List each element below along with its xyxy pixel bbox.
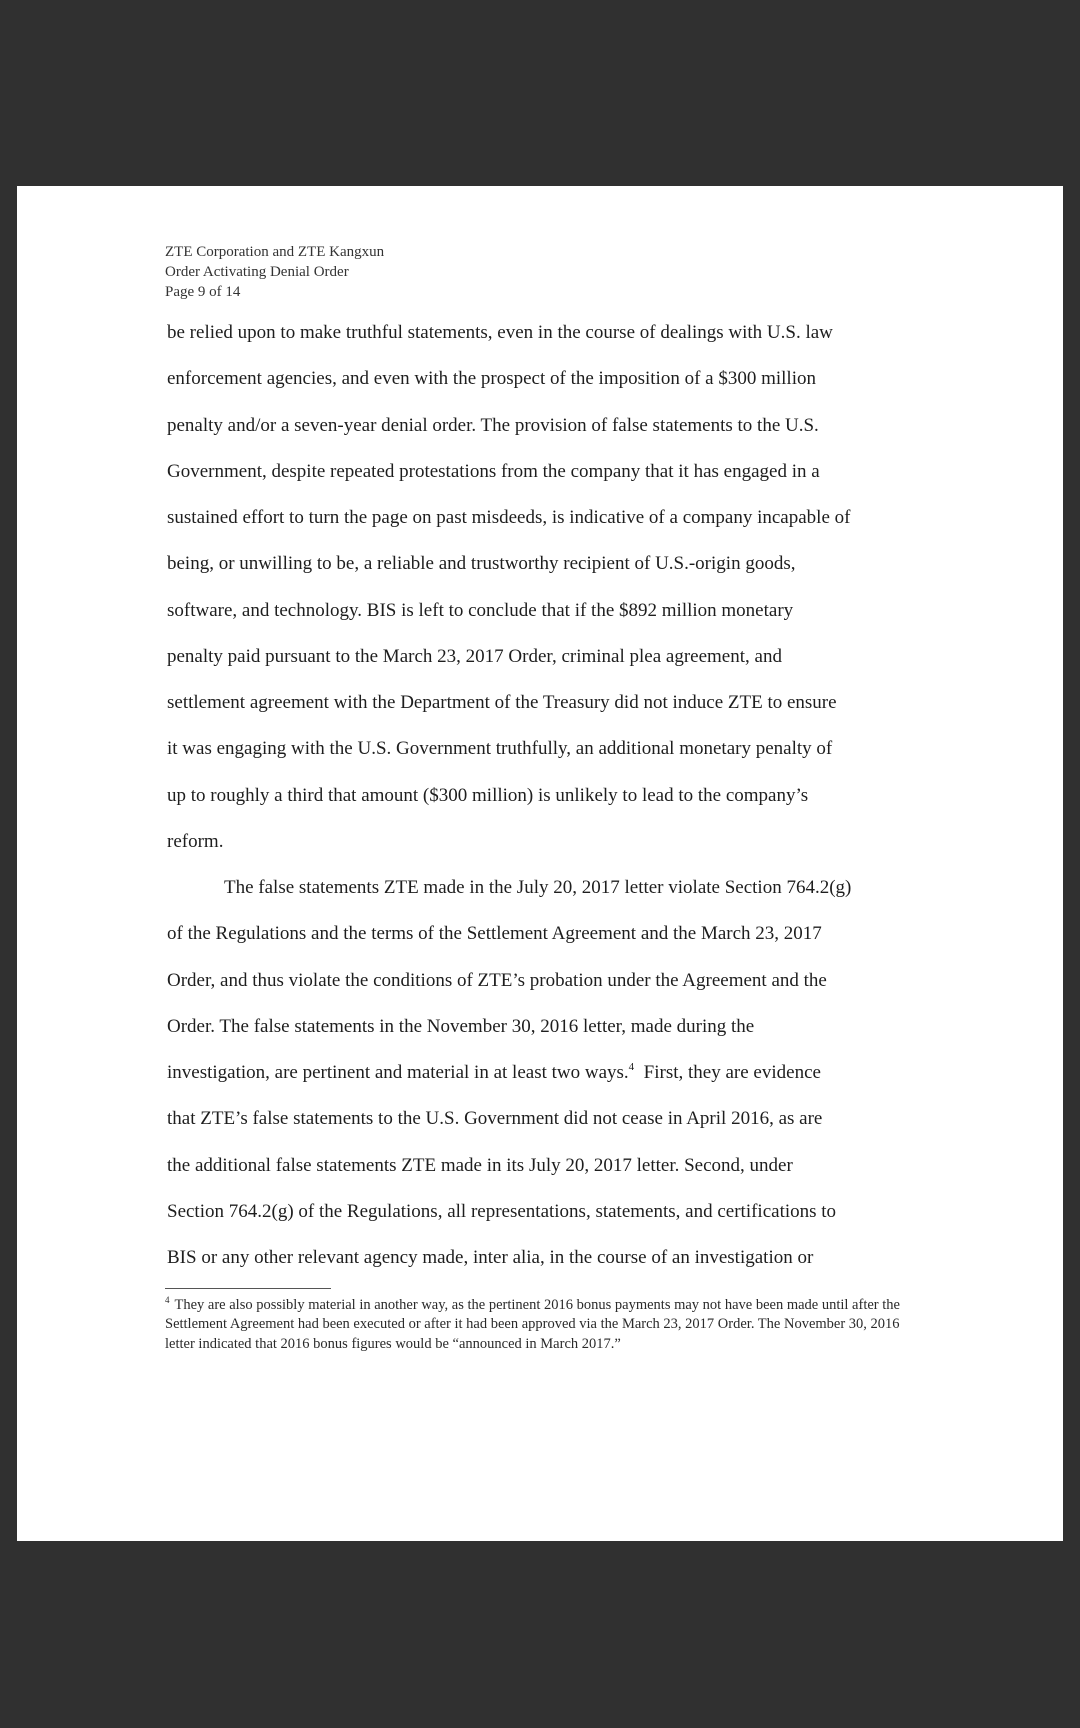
header-case-name: ZTE Corporation and ZTE Kangxun (165, 244, 385, 260)
body-text (167, 322, 927, 1293)
body-line: Government, despite repeated protestations from the company that it has engaged in a (167, 460, 820, 482)
body-line: it was engaging with the U.S. Government truthfully, an additional monetary penalty of (167, 738, 833, 760)
body-line: being, or unwilling to be, a reliable and trustworthy recipient of U.S.-origin goods, (167, 553, 796, 575)
body-line: up to roughly a third that amount ($300 million) is unlikely to lead to the company’s (167, 784, 809, 806)
footnote (165, 1296, 925, 1354)
body-line: sustained effort to turn the page on past misdeeds, is indicative of a company incapable of (167, 507, 851, 528)
header-document-title: Order Activating Denial Order (165, 264, 349, 280)
body-line (167, 1062, 927, 1108)
footnote-reference[interactable]: 4 (628, 1061, 635, 1073)
body-line: reform. (167, 830, 224, 852)
body-line: settlement agreement with the Department of the Treasury did not induce ZTE to ensure (167, 692, 837, 713)
body-line: penalty and/or a seven-year denial order. The provision of false statements to the U.S. (167, 414, 819, 436)
body-line-text: First, they are evidence (634, 1062, 821, 1083)
body-line: be relied upon to make truthful statements, even in the course of dealings with U.S. law (167, 322, 833, 343)
body-line-text: investigation, are pertinent and material in at least two ways. (167, 1062, 629, 1083)
body-line: the additional false statements ZTE made in its July 20, 2017 letter. Second, under (167, 1154, 793, 1176)
body-line: The false statements ZTE made in the July 20, 2017 letter violate Section 764.2(g) (224, 877, 852, 898)
body-line: Order, and thus violate the conditions of ZTE’s probation under the Agreement and the (167, 969, 827, 991)
footnote-separator (165, 1288, 331, 1289)
body-line: that ZTE’s false statements to the U.S. Government did not cease in April 2016, as are (167, 1108, 823, 1130)
body-line: enforcement agencies, and even with the prospect of the imposition of a $300 million (167, 368, 816, 390)
footnote-marker: 4 (165, 1295, 170, 1305)
body-line: Order. The false statements in the November 30, 2016 letter, made during the (167, 1015, 755, 1037)
body-line: BIS or any other relevant agency made, inter alia, in the course of an investigation or (167, 1247, 814, 1268)
header-page-number: Page 9 of 14 (165, 284, 241, 300)
footnote-text: They are also possibly material in another way, as the pertinent 2016 bonus payments may not have been made until after the Settlement Agreement had been executed or after it had been approved via the March 23, 2017 Order. The November 30, 2016 letter indicated that 2016 bonus figures would be “announced in March 2017.” (165, 1297, 900, 1352)
body-line: Section 764.2(g) of the Regulations, all representations, statements, and certifications to (167, 1200, 837, 1222)
page-header (165, 242, 384, 302)
body-line: penalty paid pursuant to the March 23, 2017 Order, criminal plea agreement, and (167, 645, 782, 667)
document-page (17, 186, 1063, 1541)
body-line: software, and technology. BIS is left to conclude that if the $892 million monetary (167, 599, 794, 621)
body-line: of the Regulations and the terms of the Settlement Agreement and the March 23, 2017 (167, 923, 822, 945)
